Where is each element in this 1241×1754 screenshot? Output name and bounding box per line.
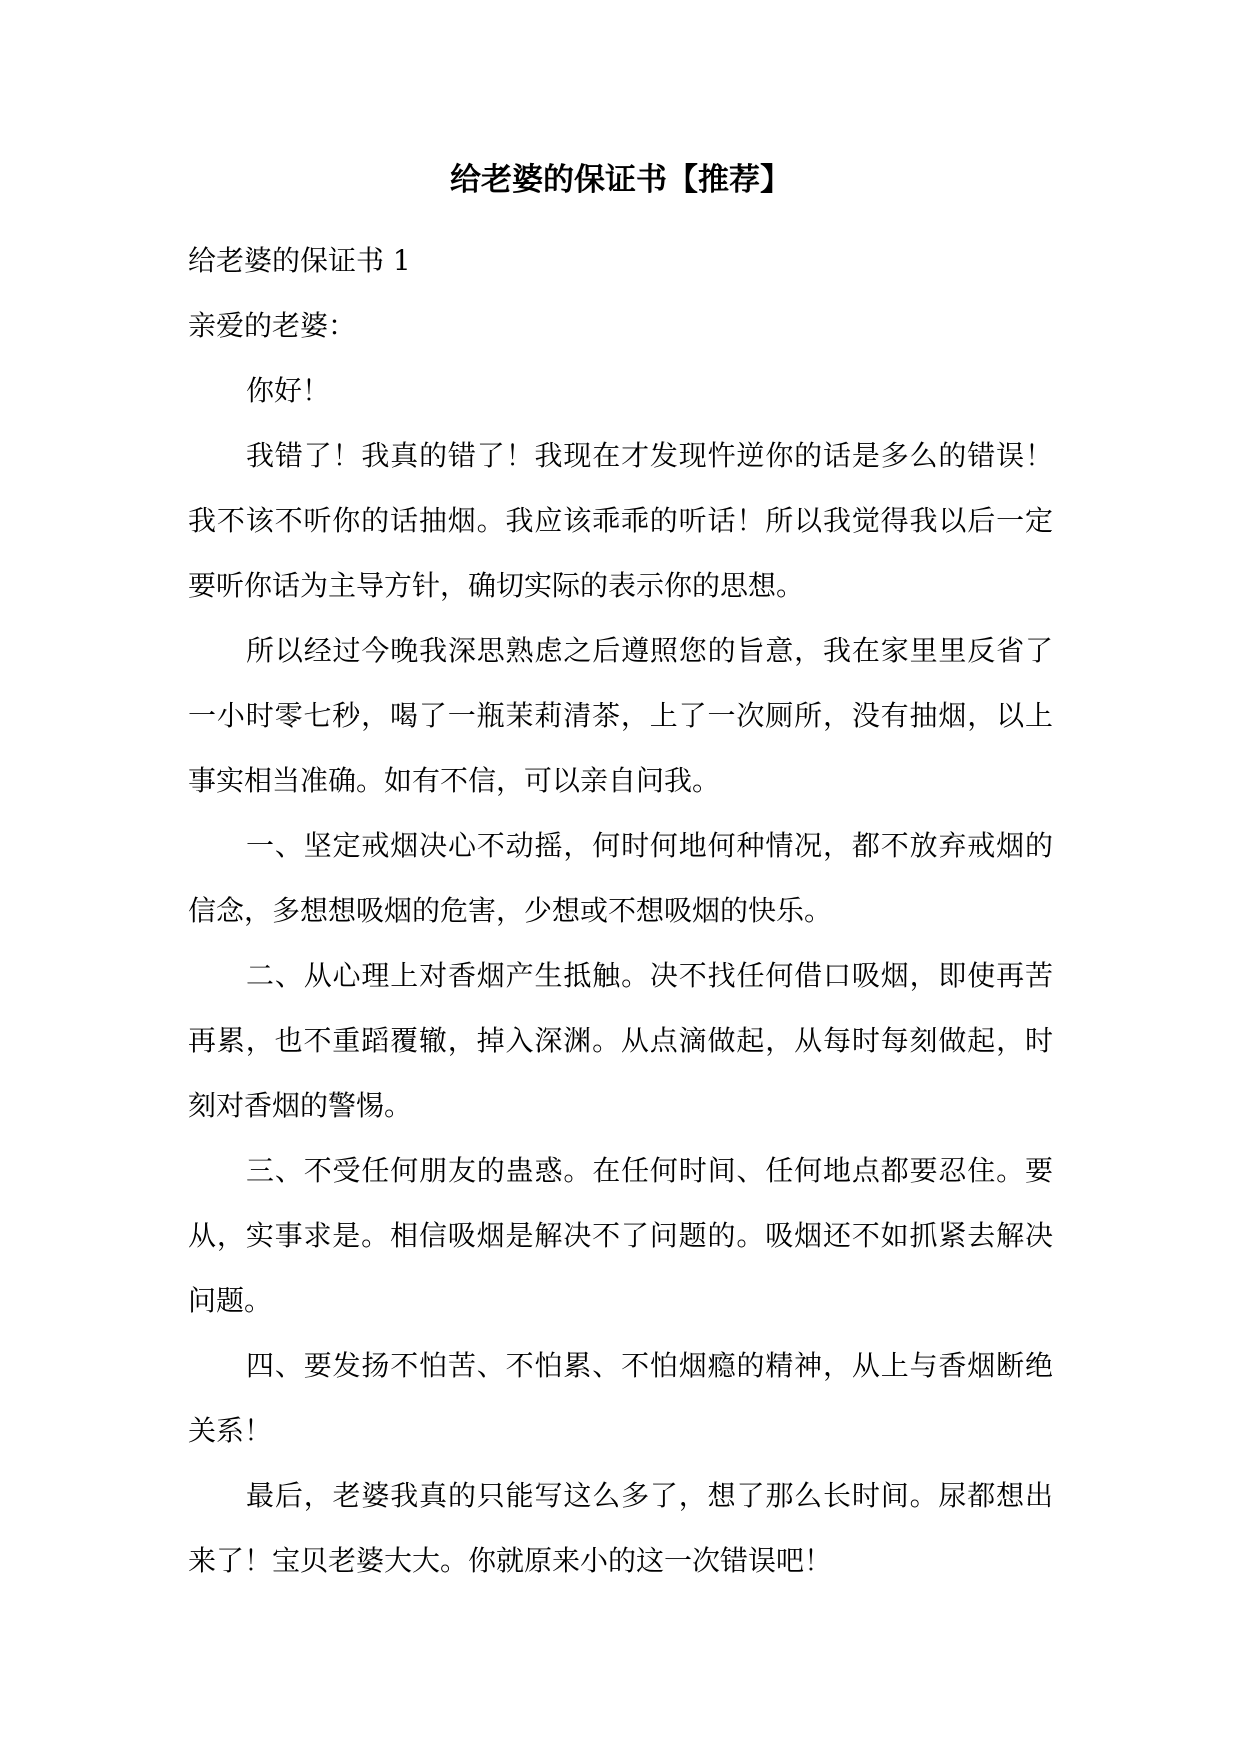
paragraph-point-2: 二、从心理上对香烟产生抵触。决不找任何借口吸烟，即使再苦再累，也不重蹈覆辙，掉入深渊。从点滴做起，从每时每刻做起，时刻对香烟的警惕。 <box>188 959 1053 1122</box>
paragraph-closing: 最后，老婆我真的只能写这么多了，想了那么长时间。尿都想出来了！宝贝老婆大大。你就原来小的这一次错误吧！ <box>188 1479 1053 1577</box>
paragraph-reflection: 所以经过今晚我深思熟虑之后遵照您的旨意，我在家里里反省了一小时零七秒，喝了一瓶茉莉清茶，上了一次厕所，没有抽烟，以上事实相当准确。如有不信，可以亲自问我。 <box>188 634 1053 797</box>
document-subtitle: 给老婆的保证书 1 <box>188 244 411 277</box>
paragraph-point-4: 四、要发扬不怕苦、不怕累、不怕烟瘾的精神，从上与香烟断绝关系！ <box>188 1349 1053 1447</box>
salutation: 亲爱的老婆： <box>188 309 357 342</box>
document-title: 给老婆的保证书【推荐】 <box>450 162 791 198</box>
document-body <box>188 228 1053 1593</box>
paragraph-point-3: 三、不受任何朋友的蛊惑。在任何时间、任何地点都要忍住。要从，实事求是。相信吸烟是解决不了问题的。吸烟还不如抓紧去解决问题。 <box>188 1154 1053 1317</box>
greeting: 你好！ <box>246 374 331 407</box>
paragraph-point-1: 一、坚定戒烟决心不动摇，何时何地何种情况，都不放弃戒烟的信念，多想想吸烟的危害，少想或不想吸烟的快乐。 <box>188 829 1053 927</box>
paragraph-apology: 我错了！我真的错了！我现在才发现忤逆你的话是多么的错误！我不该不听你的话抽烟。我应该乖乖的听话！所以我觉得我以后一定要听你话为主导方针，确切实际的表示你的思想。 <box>188 439 1053 602</box>
